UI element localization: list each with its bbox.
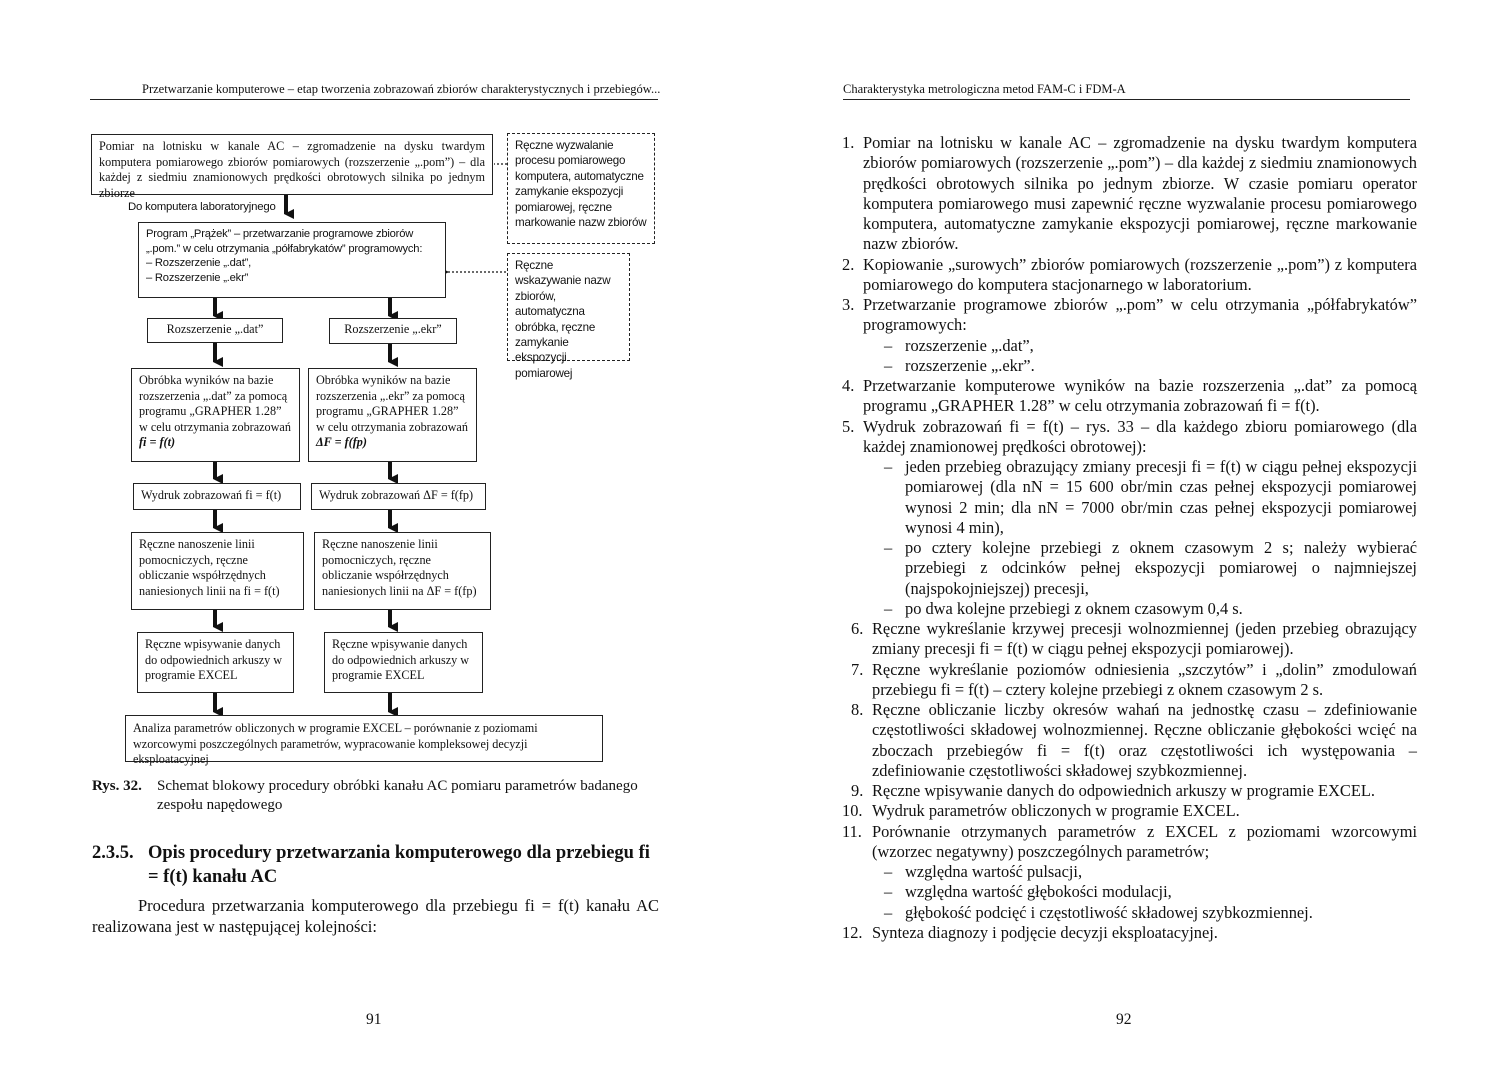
list-item-text: Kopiowanie „surowych” zbiorów pomiarowych (rozszerzenie „.pom”) z komputera pomiarowego do komputera stacjonarnego w laboratorium. <box>863 254 1417 294</box>
list-item-text: Przetwarzanie programowe zbiorów „.pom” w celu otrzymania „półfabrykatów” programowych: <box>863 295 1417 335</box>
list-subitem-text: jeden przebieg obrazujący zmiany precesji fi = f(t) w ciągu pełnej ekspozycji pomiarowej (dla nN = 15 600 obr/min czas pełnej ekspozycji pomiarowej wynosi 2 min; dla nN = 7000 obr/min czas pełnej ekspozycji pomiarowej wynosi 4 min), <box>905 457 1417 537</box>
flow-box-lines-ekr-text: Ręczne nanoszenie linii pomocniczych, ręczne obliczanie współrzędnych naniesionych linii na ΔF = f(fp) <box>322 537 477 598</box>
flow-note-names <box>507 253 630 380</box>
flow-box-excel-dat <box>137 632 294 693</box>
flow-box-ext-dat-text: Rozszerzenie „.dat” <box>166 322 264 336</box>
flow-note-trigger <box>507 133 655 244</box>
list-subitem: – względna wartość głębokości modulacji, <box>884 882 1172 902</box>
flow-box-program-text: Program „Prążek” – przetwarzanie programowe zbiorów „.pom.” w celu otrzymania „półfabrykatów” programowych: <box>146 228 423 255</box>
list-item <box>851 781 1417 801</box>
list-item <box>842 822 1417 863</box>
flow-box-ext-dat <box>147 318 283 343</box>
list-item <box>842 255 1417 296</box>
flow-box-excel-dat-text: Ręczne wpisywanie danych do odpowiednich arkuszy w programie EXCEL <box>145 637 283 683</box>
list-subitem: – głębokość podcięć i częstotliwość składowej szybkozmiennej. <box>884 902 1313 922</box>
list-item <box>842 295 1417 336</box>
list-item-text: Ręczne wykreślanie poziomów odniesienia „szczytów” i „dolin” zmodulowań przebiegu fi = f(t) – cztery kolejne przebiegi z oknem czasowym 2 s. <box>872 659 1417 699</box>
left-running-header: Przetwarzanie komputerowe – etap tworzenia zobrazowań zbiorów charakterystycznych i przebiegów... <box>142 82 661 96</box>
list-item-number: 2. <box>842 254 855 274</box>
list-item-text: Synteza diagnozy i podjęcie decyzji eksploatacyjnej. <box>872 922 1218 942</box>
flow-box-excel-ekr <box>324 632 483 693</box>
list-item-text: Ręczne wpisywanie danych do odpowiednich arkuszy w programie EXCEL. <box>872 781 1375 800</box>
list-item-number: 6. <box>851 619 864 638</box>
flow-box-proc-ekr <box>308 368 477 462</box>
flow-box-program-item: – Rozszerzenie „.dat”, <box>146 257 252 269</box>
flow-box-proc-dat-formula: fi = f(t) <box>139 435 176 450</box>
list-item-number: 3. <box>842 295 855 314</box>
flow-box-program <box>138 222 446 298</box>
page-number-right: 92 <box>1116 1011 1132 1028</box>
list-item-number: 12. <box>842 922 863 942</box>
flow-box-proc-ekr-formula: ΔF = f(fp) <box>316 435 367 450</box>
list-item-text: Wydruk zobrazowań fi = f(t) – rys. 33 – dla każdego zbioru pomiarowego (dla każdej znamionowej prędkości obrotowej): <box>863 416 1417 456</box>
flow-box-proc-dat <box>131 368 300 462</box>
flow-box-print-dat-text: Wydruk zobrazowań fi = f(t) <box>141 488 282 502</box>
list-item-text: Pomiar na lotnisku w kanale AC – zgromadzenie na dysku twardym komputera zbiorów pomiarowych (rozszerzenie „.pom”) – dla każdej z siedmiu znamionowych prędkości obrotowych silnika po jednym zbiorze. W czasie pomiaru operator komputera pomiarowego musi zapewnić ręczne wyzwalanie procesu pomiarowego komputera, automatyczne zamykanie ekspozycji pomiarowej, ręczne markowanie nazw zbiorów. <box>863 133 1417 254</box>
list-item-number: 11. <box>842 821 862 841</box>
list-subitem-text: po cztery kolejne przebiegi z oknem czasowym 2 s; należy wybierać przebiegi z odcinków pełnej ekspozycji pomiarowej o najmniejszej (najspokojniejszej) precesji, <box>905 538 1417 598</box>
list-subitem: – względna wartość pulsacji, <box>884 862 1083 881</box>
flow-box-measurement-text: Pomiar na lotnisku w kanale AC – zgromadzenie na dysku twardym komputera pomiarowego zbiorów pomiarowych (rozszerzenie „.pom”) – dla każdej z siedmiu znamionowych prędkości obrotowych silnika po jednym zbiorze <box>99 139 485 200</box>
list-item <box>851 619 1417 660</box>
flow-box-program-item: – Rozszerzenie „.ekr” <box>146 271 249 284</box>
flow-label-lab-computer: Do komputera laboratoryjnego <box>128 201 276 213</box>
list-item-number: 4. <box>842 376 855 395</box>
list-item-text: Porównanie otrzymanych parametrów z EXCEL z poziomami wzorcowymi (wzorzec negatywny) poszczególnych parametrów; <box>872 821 1417 861</box>
flow-box-print-ekr-text: Wydruk zobrazowań ΔF = f(fp) <box>319 488 474 502</box>
list-item <box>851 660 1417 701</box>
list-item <box>842 133 1417 255</box>
flow-box-lines-ekr <box>314 532 491 610</box>
list-item-text: Wydruk parametrów obliczonych w programie EXCEL. <box>872 801 1240 821</box>
list-item-number: 9. <box>851 781 864 800</box>
flow-box-analysis-text: Analiza parametrów obliczonych w programie EXCEL – porównanie z poziomami wzorcowymi poszczególnych parametrów, wypracowanie kompleksowej decyzji eksploatacyjnej <box>133 721 538 767</box>
section-title: Opis procedury przetwarzania komputerowego dla przebiegu fi = f(t) kanału AC <box>148 843 650 887</box>
list-subitem-text: względna wartość głębokości modulacji, <box>905 882 1172 902</box>
list-item-text: Przetwarzanie komputerowe wyników na bazie rozszerzenia „.dat” za pomocą programu „GRAPHER 1.28” w celu otrzymania zobrazowań fi = f(t). <box>863 376 1417 416</box>
list-item <box>842 801 1417 821</box>
page-number-left: 91 <box>366 1011 382 1028</box>
list-item-number: 5. <box>842 416 855 436</box>
flow-box-lines-dat <box>131 532 304 610</box>
list-item-number: 8. <box>851 700 864 719</box>
list-item-text: Ręczne obliczanie liczby okresów wahań na jednostkę czasu – zdefiniowanie częstotliwości składowej wolnozmiennej. Ręczne obliczanie głębokości wcięć na zboczach przebiegów fi = f(t) oraz częstotliwości ich występowania – zdefiniowanie częstotliwości składowej szybkozmiennej. <box>872 700 1417 780</box>
flow-note-trigger-text: Ręczne wyzwalanie procesu pomiarowego komputera, automatyczne zamykanie ekspozycji pomiarowej, ręczne markowanie nazw zbiorów <box>515 139 647 230</box>
list-item <box>842 923 1417 943</box>
flow-box-excel-ekr-text: Ręczne wpisywanie danych do odpowiednich arkuszy w programie EXCEL <box>332 637 470 683</box>
intro-paragraph: Procedura przetwarzania komputerowego dla przebiegu fi = f(t) kanału AC realizowana jest w następującej kolejności: <box>92 896 659 936</box>
list-subitem: – jeden przebieg obrazujący zmiany precesji fi = f(t) w ciągu pełnej ekspozycji pomiarowej (dla nN = 15 600 obr/min czas pełnej ekspozycji pomiarowej wynosi 2 min; dla nN = 7000 obr/min czas pełnej ekspozycji pomiarowej wynosi 4 min), <box>884 457 1417 537</box>
list-subitem-text: rozszerzenie „.dat”, <box>905 335 1034 355</box>
list-item <box>842 417 1417 458</box>
list-subitem-text: względna wartość pulsacji, <box>905 862 1083 881</box>
list-subitem-text: po dwa kolejne przebiegi z oknem czasowym 0,4 s. <box>905 598 1243 618</box>
figure-caption-text: Schemat blokowy procedury obróbki kanału AC pomiaru parametrów badanego zespołu napędowego <box>157 778 638 813</box>
list-subitem-text: rozszerzenie „.ekr”. <box>905 355 1035 375</box>
flow-box-ext-ekr-text: Rozszerzenie „.ekr” <box>344 322 442 336</box>
list-item-number: 7. <box>851 659 864 679</box>
flow-box-lines-dat-text: Ręczne nanoszenie linii pomocniczych, ręczne obliczanie współrzędnych naniesionych linii na fi = f(t) <box>139 537 280 598</box>
list-item <box>842 376 1417 417</box>
flow-note-names-text: Ręczne wskazywanie nazw zbiorów, automatyczna obróbka, ręczne zamykanie ekspozycji pomiarowej <box>515 259 611 380</box>
flow-box-print-ekr <box>311 483 486 510</box>
flow-box-print-dat <box>133 483 301 510</box>
section-number: 2.3.5. <box>92 843 134 863</box>
flow-box-analysis <box>125 715 603 767</box>
figure-caption-label: Rys. 32. <box>92 778 142 794</box>
list-subitem: – po cztery kolejne przebiegi z oknem czasowym 2 s; należy wybierać przebiegi z odcinków pełnej ekspozycji pomiarowej o najmniejszej (najspokojniejszej) precesji, <box>884 538 1417 598</box>
list-item <box>851 700 1417 781</box>
list-subitem: – rozszerzenie „.ekr”. <box>884 355 1035 375</box>
list-subitem-text: głębokość podcięć i częstotliwość składowej szybkozmiennej. <box>905 902 1313 922</box>
list-item-number: 1. <box>842 133 855 152</box>
flow-box-proc-ekr-text: Obróbka wyników na bazie rozszerzenia „.ekr” za pomocą programu „GRAPHER 1.28” w celu otrzymania zobrazowań <box>316 373 468 434</box>
list-item-number: 10. <box>842 801 863 821</box>
flow-box-ext-ekr <box>329 318 457 344</box>
right-running-header: Charakterystyka metrologiczna metod FAM-C i FDM-A <box>843 82 1126 96</box>
flow-box-proc-dat-text: Obróbka wyników na bazie rozszerzenia „.dat” za pomocą programu „GRAPHER 1.28” w celu otrzymania zobrazowań <box>139 373 291 434</box>
list-subitem: – po dwa kolejne przebiegi z oknem czasowym 0,4 s. <box>884 598 1243 618</box>
procedure-list <box>842 133 1417 943</box>
list-item-text: Ręczne wykreślanie krzywej precesji wolnozmiennej (jeden przebieg obrazujący zmiany precesji fi = f(t) w ciągu pełnej ekspozycji pomiarowej). <box>872 619 1417 659</box>
flow-box-measurement <box>91 134 493 200</box>
list-subitem: – rozszerzenie „.dat”, <box>884 335 1034 355</box>
